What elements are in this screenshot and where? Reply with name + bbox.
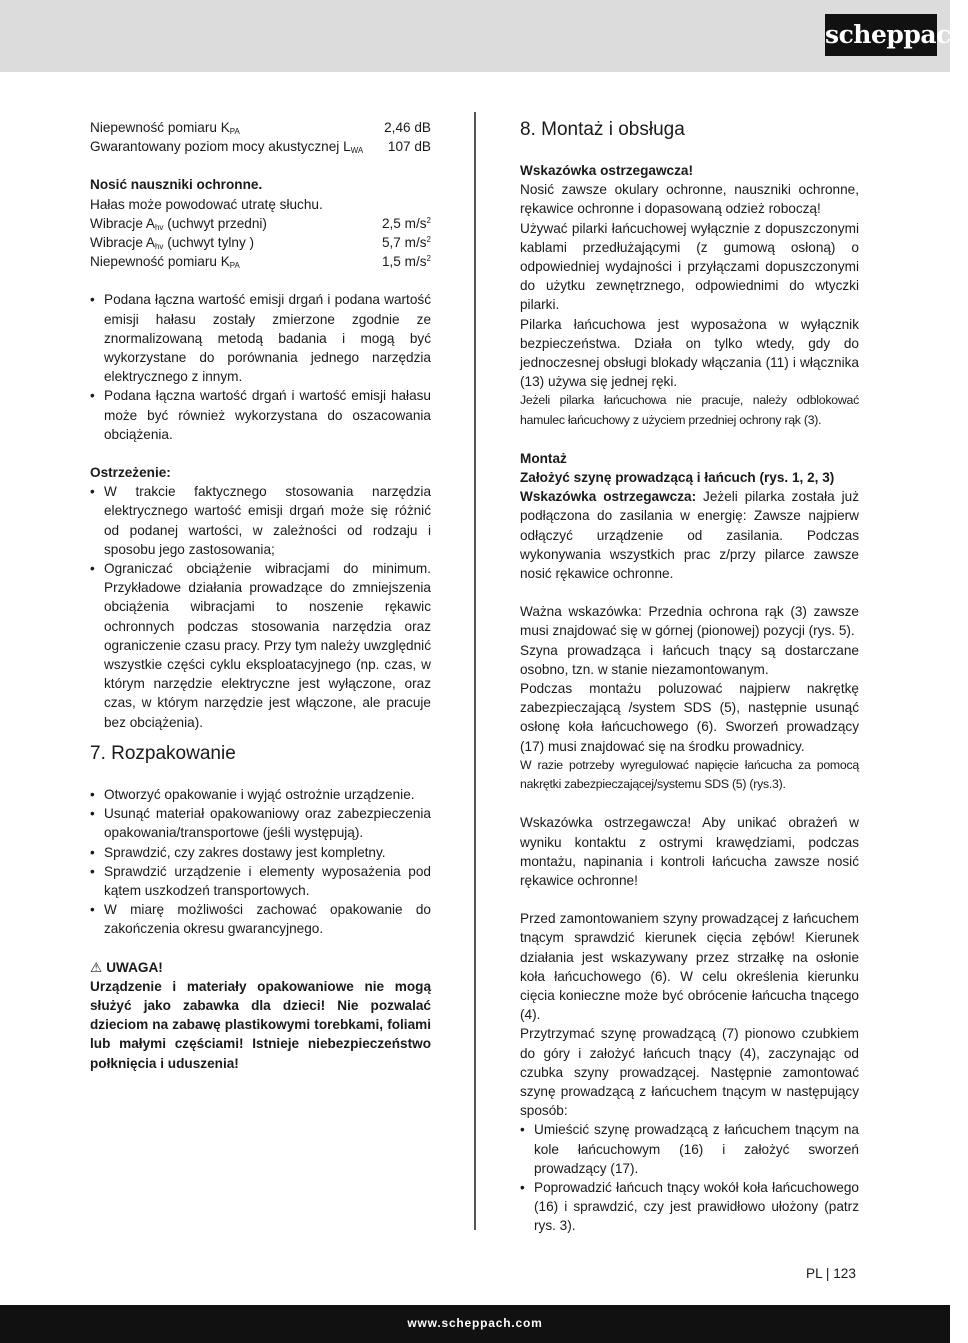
- extension-cables-text: Używać pilarki łańcuchowej wyłącznie z dopuszczonymi kablami przedłużającymi (z gumową osłoną) o odpowiedniej wydajności i przyłączami dopuszczonymi do użytku zewnętrznego, odpowiednimi do wtyczki pilarki.: [520, 220, 859, 313]
- assembly-heading: Montaż: [520, 450, 567, 466]
- list-item: • Umieścić szynę prowadzącą z łańcuchem tnącym na kole łańcuchowym (16) i założyć sworzeń prowadzący (17).: [520, 1120, 859, 1178]
- warning-triangle-icon: ⚠: [90, 959, 103, 975]
- section-8-title: 8. Montaż i obsługa: [520, 119, 685, 140]
- gloves-warning: Wskazówka ostrzegawcza! Aby unikać obrażeń w wyniku kontaktu z ostrymi krawędziami, podczas montażu, napinania i kontroli łańcucha zawsze nosić rękawice ochronne!: [520, 815, 859, 888]
- left-column: [90, 118, 431, 1073]
- delivery-note: Szyna prowadząca i łańcuch tnący są dostarczane osobno, tzn. w stanie niezamontowanym.: [520, 642, 859, 677]
- header-bar: [0, 0, 950, 72]
- list-item: • Otworzyć opakowanie i wyjąć ostrożnie urządzenie.: [90, 785, 431, 804]
- page-number: PL | 123: [806, 1266, 856, 1281]
- safety-switch-text: Pilarka łańcuchowa jest wyposażona w wyłącznik bezpieczeństwa. Działa on tylko wtedy, gdy do jednoczesnej obsługi blokady włączania (11) i włącznika (13) używa się jednej ręki.: [520, 316, 859, 390]
- caution-heading-line: ⚠ UWAGA!: [90, 958, 431, 977]
- hearing-protection-heading: Nosić nauszniki ochronne.: [90, 177, 263, 193]
- list-item: • Usunąć materiał opakowaniowy oraz zabezpieczenia opakowania/transportowe (jeśli występują).: [90, 804, 431, 842]
- right-column: [520, 118, 859, 1236]
- list-item: • Ograniczać obciążenie wibracjami do minimum. Przykładowe działania prowadzące do zmniejszenia obciążenia wibracjami to noszenie rękawic ochronnych podczas stosowania narzędzia oraz ograniczenie czasu pracy. Przy tym należy uwzględnić wszystkie części cyklu eksploatacyjnego (np. czas, w którym narzędzie elektryczne jest wyłączone, oraz czas, w którym narzędzie jest włączone, ale pracuje bez obciążenia).: [90, 559, 431, 732]
- mounting-instructions: Podczas montażu poluzować najpierw nakrętkę zabezpieczającą /system SDS (5), następnie usunąć osłonę koła łańcuchowego (6). Sworzeń prowadzący (17) musi znajdować się na środku prowadnicy.: [520, 681, 859, 754]
- spec-row-vibration-rear: Wibracje $A_{hv}$ (uchwyt tylny ) 5,7 $m/s^2$: [90, 235, 431, 252]
- warning-heading: Ostrzeżenie:: [90, 465, 171, 481]
- list-item: • W trakcie faktycznego stosowania narzędzia elektrycznego wartość emisji drgań może się różnić od podanej wartości, w zależności od rodzaju i sposobu jego zastosowania;: [90, 482, 431, 559]
- important-note: Ważna wskazówka: Przednia ochrona rąk (3) zawsze musi znajdować się w górnej (pionowej) pozycji (rys. 5).: [520, 604, 859, 639]
- list-item: • Sprawdzić, czy zakres dostawy jest kompletny.: [90, 843, 431, 862]
- list-item: • Podana łączna wartość drgań i wartość emisji hałasu może być również wykorzystana do oszacowania obciążenia.: [90, 386, 431, 444]
- column-divider: [474, 112, 476, 1230]
- caution-text: Urządzenie i materiały opakowaniowe nie mogą służyć jako zabawka dla dzieci! Nie pozwalać dzieciom na zabawę plastikowymi torebkami, foliami lub małymi częściami! Istnieje niebezpieczeństwo połknięcia i uduszenia!: [90, 978, 431, 1071]
- protective-gear-text: Nosić zawsze okulary ochronne, nauszniki ochronne, rękawice ochronne i dopasowaną odzież roboczą!: [520, 182, 859, 217]
- brand-logo: scheppach: [825, 14, 937, 56]
- spec-row-sound-power: Gwarantowany poziom mocy akustycznej $L_{WA}$ 107 dB: [90, 139, 431, 156]
- spec-row-vibration-uncertainty: Niepewność pomiaru $K_{PA}$ 1,5 $m/s^2$: [90, 254, 431, 271]
- list-item: • Sprawdzić urządzenie i elementy wyposażenia pod kątem uszkodzeń transportowych.: [90, 862, 431, 900]
- section-7-title: 7. Rozpakowanie: [90, 742, 236, 764]
- spec-row-uncertainty-kpa: Niepewność pomiaru $K_{PA}$ 2,46 dB: [90, 120, 431, 136]
- list-item: • W miarę możliwości zachować opakowanie do zakończenia okresu gwarancyjnego.: [90, 900, 431, 938]
- warning-list: [90, 482, 431, 732]
- assembly-steps-list: [520, 1120, 859, 1235]
- chain-tension-note: W razie potrzeby wyregulować napięcie łańcucha za pomocą nakrętki zabezpieczającej/systemu SDS (5) (rys.3).: [520, 757, 859, 792]
- hold-bar-text: Przytrzymać szynę prowadzącą (7) pionowo czubkiem do góry i założyć łańcuch tnący (4), zaczynając od czubka szyny prowadzącej. Następnie zamontować szynę prowadzącą z łańcuchem tnącym w następujący sposób:: [520, 1026, 859, 1119]
- assembly-warning: Wskazówka ostrzegawcza: Jeżeli pilarka została już podłączona do zasilania w energię: Zawsze najpierw odłączyć urządzenie od zasilania. Podczas wykonywania wszystkich prac z/przy pilarce zawsze nosić rękawice ochronne.: [520, 489, 859, 582]
- chain-brake-text: Jeżeli pilarka łańcuchowa nie pracuje, należy odblokować hamulec łańcuchowy z użyciem przedniej ochrony rąk (3).: [520, 393, 859, 427]
- warning-note-heading: Wskazówka ostrzegawcza!: [520, 163, 694, 178]
- list-item: • Podana łączna wartość emisji drgań i podana wartość emisji hałasu zostały zmierzone zgodnie ze znormalizowaną metodą badania i mogą być wykorzystane do porównania jednego narzędzia elektrycznego z innym.: [90, 290, 431, 386]
- emission-notes-list: [90, 290, 431, 444]
- spec-row-vibration-front: Wibracje $A_{hv}$ (uchwyt przedni) 2,5 $m/s^2$: [90, 215, 431, 232]
- footer-website: www.scheppach.com: [0, 1305, 950, 1343]
- cutting-direction-text: Przed zamontowaniem szyny prowadzącej z łańcuchem tnącym sprawdzić kierunek cięcia zębów! Kierunek działania jest wskazywany przez strzałkę na osłonie koła łańcuchowego (6). W celu określenia kierunku cięcia konieczne może być obrócenie łańcucha tnącego (4).: [520, 911, 859, 1023]
- hearing-warning-text: Hałas może powodować utratę słuchu.: [90, 196, 323, 212]
- unpacking-list: [90, 785, 431, 939]
- list-item: • Poprowadzić łańcuch tnący wokół koła łańcuchowego (16) i sprawdzić, czy jest prawidłowo ułożony (patrz rys. 3).: [520, 1178, 859, 1236]
- assembly-subheading: Założyć szynę prowadzącą i łańcuch (rys. 1, 2, 3): [520, 470, 835, 486]
